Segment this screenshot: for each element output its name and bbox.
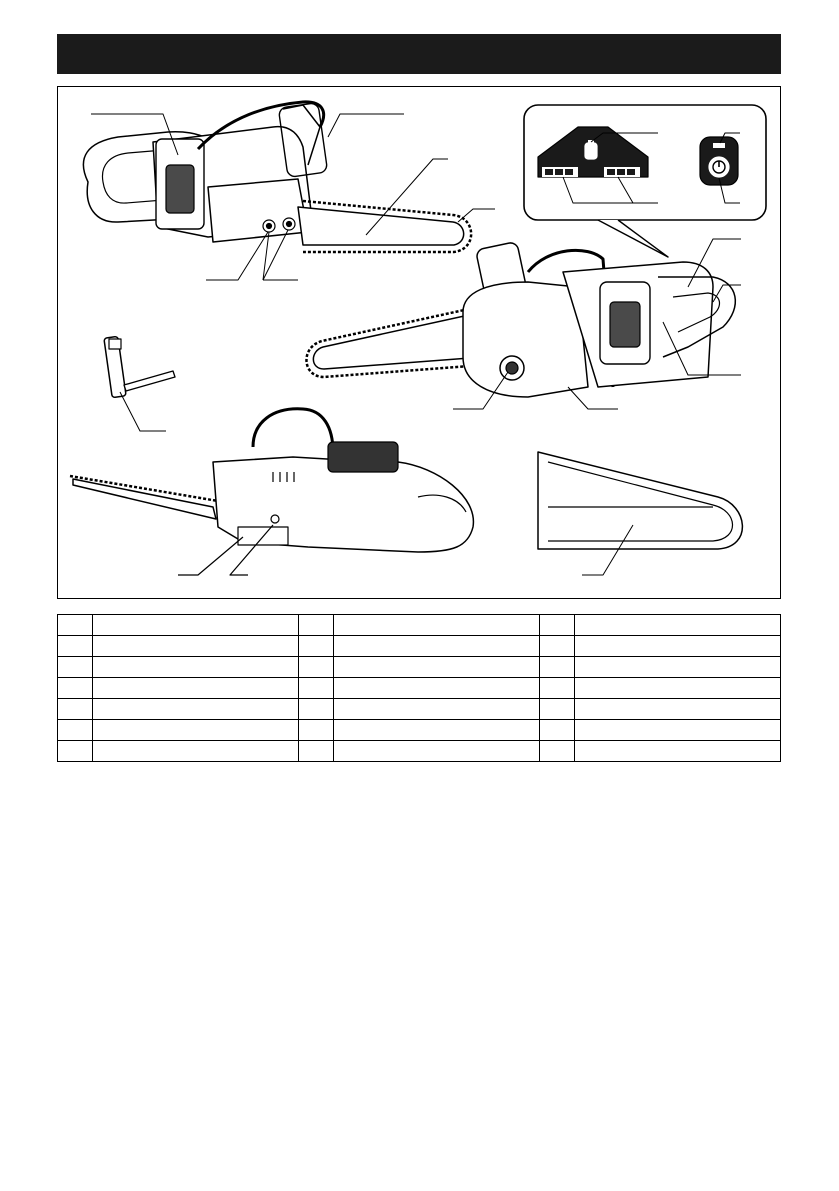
part-label-cell	[93, 699, 299, 720]
part-label-cell	[334, 741, 540, 762]
parts-table	[57, 614, 781, 762]
parts-table-row	[58, 699, 781, 720]
part-number-cell	[540, 636, 575, 657]
part-number-cell	[299, 615, 334, 636]
parts-table-row	[58, 636, 781, 657]
part-label-cell	[575, 720, 781, 741]
part-number-cell	[299, 699, 334, 720]
chain-saw-front-view	[306, 241, 735, 397]
part-number-cell	[540, 615, 575, 636]
part-number-cell	[58, 741, 93, 762]
part-number-cell	[58, 720, 93, 741]
chain-saw-top-view	[83, 102, 471, 252]
parts-illustration	[57, 86, 781, 599]
part-number-cell	[58, 699, 93, 720]
part-number-cell	[540, 657, 575, 678]
part-label-cell	[575, 741, 781, 762]
part-label-cell	[334, 720, 540, 741]
part-number-cell	[540, 699, 575, 720]
part-label-cell	[93, 678, 299, 699]
parts-table-row	[58, 657, 781, 678]
control-panel-inset	[524, 105, 766, 257]
part-label-cell	[334, 678, 540, 699]
part-number-cell	[540, 720, 575, 741]
part-number-cell	[299, 741, 334, 762]
socket-wrench	[104, 336, 175, 431]
part-number-cell	[58, 657, 93, 678]
part-label-cell	[334, 657, 540, 678]
part-label-cell	[93, 636, 299, 657]
section-title-bar	[57, 34, 781, 74]
chain-saw-side-view	[70, 409, 473, 575]
part-label-cell	[93, 657, 299, 678]
part-label-cell	[334, 699, 540, 720]
guide-bar-cover	[538, 452, 742, 575]
part-label-cell	[334, 615, 540, 636]
part-label-cell	[575, 657, 781, 678]
part-number-cell	[299, 720, 334, 741]
part-number-cell	[299, 636, 334, 657]
parts-table-row	[58, 678, 781, 699]
part-label-cell	[575, 636, 781, 657]
part-label-cell	[93, 741, 299, 762]
parts-table-row	[58, 741, 781, 762]
part-label-cell	[575, 615, 781, 636]
part-number-cell	[540, 678, 575, 699]
part-number-cell	[58, 636, 93, 657]
part-number-cell	[299, 657, 334, 678]
part-label-cell	[575, 678, 781, 699]
part-label-cell	[334, 636, 540, 657]
part-number-cell	[299, 678, 334, 699]
part-number-cell	[540, 741, 575, 762]
illustration-canvas	[58, 87, 780, 598]
power-button-icon	[709, 157, 729, 177]
part-label-cell	[93, 720, 299, 741]
parts-table-row	[58, 615, 781, 636]
part-label-cell	[575, 699, 781, 720]
part-label-cell	[93, 615, 299, 636]
part-number-cell	[58, 615, 93, 636]
battery-indicator-icon	[585, 140, 597, 159]
part-number-cell	[58, 678, 93, 699]
parts-table-row	[58, 720, 781, 741]
